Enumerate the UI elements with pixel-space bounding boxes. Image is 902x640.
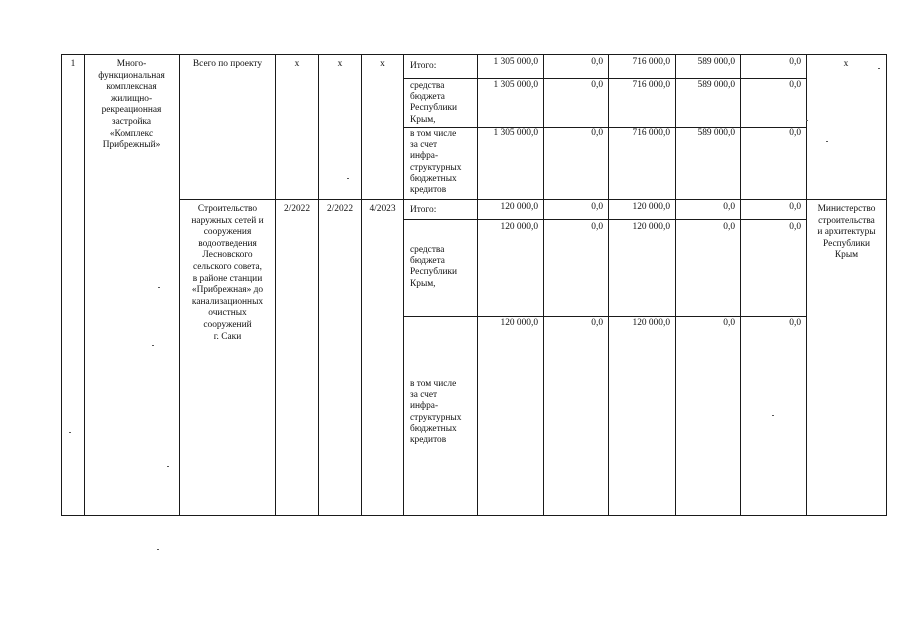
scan-speck: [158, 287, 160, 288]
funding-source-label: [410, 245, 476, 290]
funding-source-label-line: бюджета: [410, 256, 445, 267]
funding-amount-v2: 0,0: [591, 318, 603, 328]
construction-description-line: очистных: [208, 308, 247, 319]
construction-description-line: «Прибрежная» до: [191, 285, 264, 296]
funding-amount-v5: 0,0: [789, 128, 801, 138]
construction-responsible-line: Министерство: [817, 204, 876, 214]
scan-speck: [347, 178, 349, 179]
funding-amount-v3: 120 000,0: [632, 202, 670, 212]
construction-description-line: канализационных: [191, 296, 264, 307]
funding-source-label-line: Крым,: [410, 278, 436, 289]
funding-source-label: [410, 205, 476, 216]
object-name-line: комплексная: [106, 82, 157, 93]
funding-amount-v5: 0,0: [789, 57, 801, 67]
funding-source-label-line: бюджета: [410, 92, 445, 103]
col-sep-v5: [806, 54, 807, 515]
funding-amount-v1: 1 305 000,0: [493, 57, 538, 67]
construction-description-line: сооружений: [203, 319, 252, 330]
funding-source-label-line: бюджетных: [410, 423, 457, 434]
funding-amount-v2: 0,0: [591, 57, 603, 67]
funding-amount-v2: 0,0: [591, 202, 603, 212]
funding-source-label-line: кредитов: [410, 435, 447, 446]
construction-description-line: Строительство: [197, 204, 258, 214]
project-start-date: x: [294, 59, 300, 69]
construction-responsible-line: строительства: [818, 215, 875, 226]
object-name-line: жилищно-: [110, 93, 153, 104]
project-responsible: x: [843, 59, 849, 69]
scan-speck: [878, 68, 880, 69]
table-border-top: [61, 54, 887, 55]
scan-speck: [69, 432, 71, 433]
funding-amount-v5: 0,0: [789, 318, 801, 328]
funding-amount-v2: 0,0: [591, 222, 603, 232]
object-name: [84, 59, 179, 152]
funding-amount-v3: 716 000,0: [632, 80, 670, 90]
object-name-line: рекреационная: [101, 105, 162, 116]
scan-speck: [806, 120, 808, 121]
project-end-date: x: [380, 59, 385, 69]
funding-amount-v2: 0,0: [591, 80, 603, 90]
funding-source-label-line: инфра-: [410, 401, 439, 412]
funding-source-label-line: Итого:: [410, 205, 437, 215]
funding-source-label: [410, 129, 476, 196]
row-sep-project-1: [403, 78, 806, 79]
funding-amount-v5: 0,0: [789, 80, 801, 90]
construction-description-line: наружных сетей и: [191, 215, 264, 226]
funding-amount-v4: 0,0: [723, 222, 735, 232]
col-sep-v3: [675, 54, 676, 515]
funding-amount-v1: 1 305 000,0: [493, 80, 538, 90]
funding-source-label-line: бюджетных: [410, 173, 457, 184]
col-sep-v2: [608, 54, 609, 515]
construction-plan-date: 2/2022: [326, 204, 354, 214]
funding-source-label-line: Итого:: [410, 61, 437, 71]
col-sep-v1: [543, 54, 544, 515]
row-sep-project-end: [179, 199, 886, 200]
scan-speck: [152, 345, 154, 346]
construction-responsible-line: Крым: [834, 250, 859, 261]
funding-amount-v1: 120 000,0: [500, 202, 538, 212]
col-sep-source: [477, 54, 478, 515]
construction-description-line: г. Саки: [213, 331, 242, 342]
funding-amount-v1: 120 000,0: [500, 222, 538, 232]
object-name-line: «Комплекс: [109, 128, 154, 139]
object-name-line: Много-: [116, 59, 147, 69]
row-sep-construction-1: [403, 219, 806, 220]
scan-speck: [826, 141, 828, 142]
construction-start-date: 2/2022: [283, 204, 311, 214]
funding-source-label-line: структурных: [410, 162, 462, 173]
funding-amount-v2: 0,0: [591, 128, 603, 138]
construction-description-line: Лесновского: [202, 250, 253, 261]
funding-source-label: [410, 81, 476, 126]
funding-source-label: [410, 379, 476, 446]
funding-amount-v3: 120 000,0: [632, 318, 670, 328]
col-sep-b: [361, 54, 362, 515]
funding-amount-v4: 0,0: [723, 202, 735, 212]
object-name-line: Прибрежный»: [102, 140, 161, 151]
scan-speck: [772, 415, 774, 416]
table-border-bottom: [61, 515, 887, 516]
col-sep-a: [318, 54, 319, 515]
row-number: 1: [70, 59, 76, 69]
funding-source-label-line: кредитов: [410, 185, 447, 196]
scan-speck: [157, 549, 159, 550]
object-name-line: функциональная: [98, 70, 165, 81]
funding-amount-v4: 589 000,0: [697, 57, 735, 67]
funding-amount-v4: 0,0: [723, 318, 735, 328]
funding-amount-v5: 0,0: [789, 202, 801, 212]
row-sep-construction-2: [403, 316, 806, 317]
funding-source-label-line: Республики: [410, 267, 458, 278]
col-sep-v4: [740, 54, 741, 515]
funding-source-label-line: за счет: [410, 140, 438, 151]
scan-speck: [167, 466, 169, 467]
funding-amount-v3: 716 000,0: [632, 57, 670, 67]
construction-responsible: [807, 204, 886, 262]
table-border-left: [61, 54, 62, 515]
construction-description-line: сооружения: [203, 227, 252, 238]
funding-source-label-line: Крым,: [410, 114, 436, 125]
construction-responsible-line: Республики: [822, 238, 871, 249]
funding-source-label-line: в том числе: [410, 379, 457, 389]
funding-amount-v3: 716 000,0: [632, 128, 670, 138]
col-sep-c: [403, 54, 404, 515]
construction-end-date: 4/2023: [369, 204, 396, 214]
project-plan-date: x: [337, 59, 343, 69]
construction-description: [180, 204, 275, 343]
project-total-label: Всего по проекту: [192, 59, 263, 69]
construction-description-line: в районе станции: [192, 273, 263, 284]
construction-responsible-line: и архитектуры: [817, 227, 876, 238]
funding-source-label-line: средства: [410, 81, 445, 91]
funding-source-label-line: структурных: [410, 412, 462, 423]
construction-description-line: сельского совета,: [192, 261, 263, 272]
funding-amount-v3: 120 000,0: [632, 222, 670, 232]
funding-amount-v4: 589 000,0: [697, 128, 735, 138]
funding-source-label-line: Республики: [410, 103, 458, 114]
funding-source-label-line: в том числе: [410, 129, 457, 139]
object-name-line: застройка: [111, 116, 152, 127]
funding-source-label: [410, 61, 476, 72]
funding-amount-v1: 1 305 000,0: [493, 128, 538, 138]
funding-amount-v1: 120 000,0: [500, 318, 538, 328]
table-border-right: [886, 54, 887, 516]
funding-source-label-line: инфра-: [410, 151, 439, 162]
funding-amount-v4: 589 000,0: [697, 80, 735, 90]
funding-source-label-line: средства: [410, 245, 445, 255]
col-sep-description: [275, 54, 276, 515]
funding-source-label-line: за счет: [410, 390, 438, 401]
construction-description-line: водоотведения: [198, 238, 257, 249]
funding-amount-v5: 0,0: [789, 222, 801, 232]
